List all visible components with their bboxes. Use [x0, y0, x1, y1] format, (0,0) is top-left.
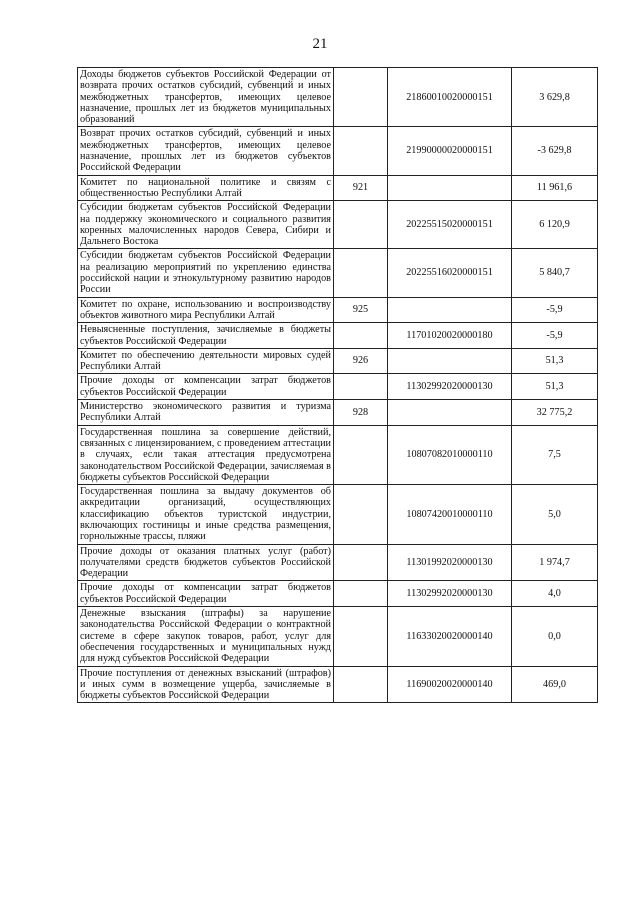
row-amount-cell: -5,9 [512, 323, 598, 349]
row-amount-cell: 5,0 [512, 485, 598, 544]
row-name-cell: Возврат прочих остатков субсидий, субвенций и иных межбюджетных трансфертов, имеющих целевое назначение, прошлых лет из бюджетов субъектов Российской Федерации [78, 127, 334, 175]
table-row [78, 297, 598, 323]
row-admin-code-cell [334, 68, 388, 127]
row-amount-cell: 11 961,6 [512, 175, 598, 201]
row-name-cell: Комитет по обеспечению деятельности мировых судей Республики Алтай [78, 348, 334, 374]
row-income-code-cell: 11301992020000130 [388, 544, 512, 581]
row-income-code-cell: 10807082010000110 [388, 425, 512, 484]
table-row [78, 68, 598, 127]
table-row [78, 348, 598, 374]
table-row [78, 175, 598, 201]
row-admin-code-cell [334, 666, 388, 703]
row-admin-code-cell [334, 485, 388, 544]
row-name-cell: Невыясненные поступления, зачисляемые в бюджеты субъектов Российской Федерации [78, 323, 334, 349]
row-income-code-cell [388, 400, 512, 426]
row-amount-cell: 51,3 [512, 374, 598, 400]
row-name-cell: Субсидии бюджетам субъектов Российской Федерации на реализацию мероприятий по укреплению единства российской нации и этнокультурному развитию народов России [78, 249, 334, 297]
table-row [78, 485, 598, 544]
row-income-code-cell: 11690020020000140 [388, 666, 512, 703]
row-amount-cell: -5,9 [512, 297, 598, 323]
row-income-code-cell: 11701020020000180 [388, 323, 512, 349]
row-amount-cell: 3 629,8 [512, 68, 598, 127]
row-name-cell: Государственная пошлина за совершение действий, связанных с лицензированием, с проведением аттестации в случаях, если такая аттестация предусмотрена законодательством Российской Федерации, зачисляемая в бюджеты субъектов Российской Федерации [78, 425, 334, 484]
row-admin-code-cell [334, 544, 388, 581]
table-row [78, 544, 598, 581]
row-amount-cell: 0,0 [512, 607, 598, 666]
table-row [78, 323, 598, 349]
row-admin-code-cell: 921 [334, 175, 388, 201]
table-row [78, 127, 598, 175]
table-row [78, 374, 598, 400]
revenue-table [77, 67, 598, 703]
revenue-table-body [78, 68, 598, 703]
row-admin-code-cell: 925 [334, 297, 388, 323]
row-name-cell: Комитет по национальной политике и связям с общественностью Республики Алтай [78, 175, 334, 201]
row-income-code-cell: 11302992020000130 [388, 581, 512, 607]
row-name-cell: Прочие доходы от компенсации затрат бюджетов субъектов Российской Федерации [78, 374, 334, 400]
table-row [78, 201, 598, 249]
row-amount-cell: 32 775,2 [512, 400, 598, 426]
row-income-code-cell: 20225515020000151 [388, 201, 512, 249]
row-name-cell: Министерство экономического развития и туризма Республики Алтай [78, 400, 334, 426]
row-admin-code-cell: 928 [334, 400, 388, 426]
table-row [78, 425, 598, 484]
row-income-code-cell [388, 297, 512, 323]
row-name-cell: Прочие доходы от оказания платных услуг (работ) получателями средств бюджетов субъектов Российской Федерации [78, 544, 334, 581]
row-amount-cell: 51,3 [512, 348, 598, 374]
row-name-cell: Государственная пошлина за выдачу документов об аккредитации организаций, осуществляющих классификацию объектов туристской индустрии, включающих гостиницы и иные средства размещения, горнолыжные трассы, пляжи [78, 485, 334, 544]
row-income-code-cell: 10807420010000110 [388, 485, 512, 544]
row-name-cell: Прочие поступления от денежных взысканий (штрафов) и иных сумм в возмещение ущерба, зачисляемые в бюджеты субъектов Российской Федерации [78, 666, 334, 703]
row-amount-cell: 5 840,7 [512, 249, 598, 297]
table-row [78, 400, 598, 426]
row-name-cell: Доходы бюджетов субъектов Российской Федерации от возврата прочих остатков субсидий, субвенций и иных межбюджетных трансфертов, имеющих целевое назначение, прошлых лет из бюджетов муниципальных образований [78, 68, 334, 127]
row-admin-code-cell [334, 425, 388, 484]
row-income-code-cell: 11302992020000130 [388, 374, 512, 400]
row-admin-code-cell [334, 201, 388, 249]
row-name-cell: Комитет по охране, использованию и воспроизводству объектов животного мира Республики Алтай [78, 297, 334, 323]
row-amount-cell: 469,0 [512, 666, 598, 703]
row-name-cell: Прочие доходы от компенсации затрат бюджетов субъектов Российской Федерации [78, 581, 334, 607]
row-admin-code-cell [334, 323, 388, 349]
row-income-code-cell: 20225516020000151 [388, 249, 512, 297]
row-amount-cell: -3 629,8 [512, 127, 598, 175]
row-admin-code-cell [334, 249, 388, 297]
row-admin-code-cell [334, 607, 388, 666]
row-admin-code-cell [334, 374, 388, 400]
table-row [78, 607, 598, 666]
row-income-code-cell [388, 175, 512, 201]
row-amount-cell: 6 120,9 [512, 201, 598, 249]
table-row [78, 249, 598, 297]
row-income-code-cell: 21860010020000151 [388, 68, 512, 127]
row-admin-code-cell [334, 127, 388, 175]
table-row [78, 581, 598, 607]
row-name-cell: Денежные взыскания (штрафы) за нарушение законодательства Российской Федерации о контрактной системе в сфере закупок товаров, работ, услуг для обеспечения государственных и муниципальных нужд для нужд субъектов Российской Федерации [78, 607, 334, 666]
row-income-code-cell: 21990000020000151 [388, 127, 512, 175]
page-number: 21 [312, 36, 328, 52]
row-admin-code-cell: 926 [334, 348, 388, 374]
row-amount-cell: 4,0 [512, 581, 598, 607]
row-amount-cell: 1 974,7 [512, 544, 598, 581]
row-amount-cell: 7,5 [512, 425, 598, 484]
row-income-code-cell: 11633020020000140 [388, 607, 512, 666]
row-admin-code-cell [334, 581, 388, 607]
row-name-cell: Субсидии бюджетам субъектов Российской Федерации на поддержку экономического и социального развития коренных малочисленных народов Севера, Сибири и Дальнего Востока [78, 201, 334, 249]
row-income-code-cell [388, 348, 512, 374]
table-row [78, 666, 598, 703]
